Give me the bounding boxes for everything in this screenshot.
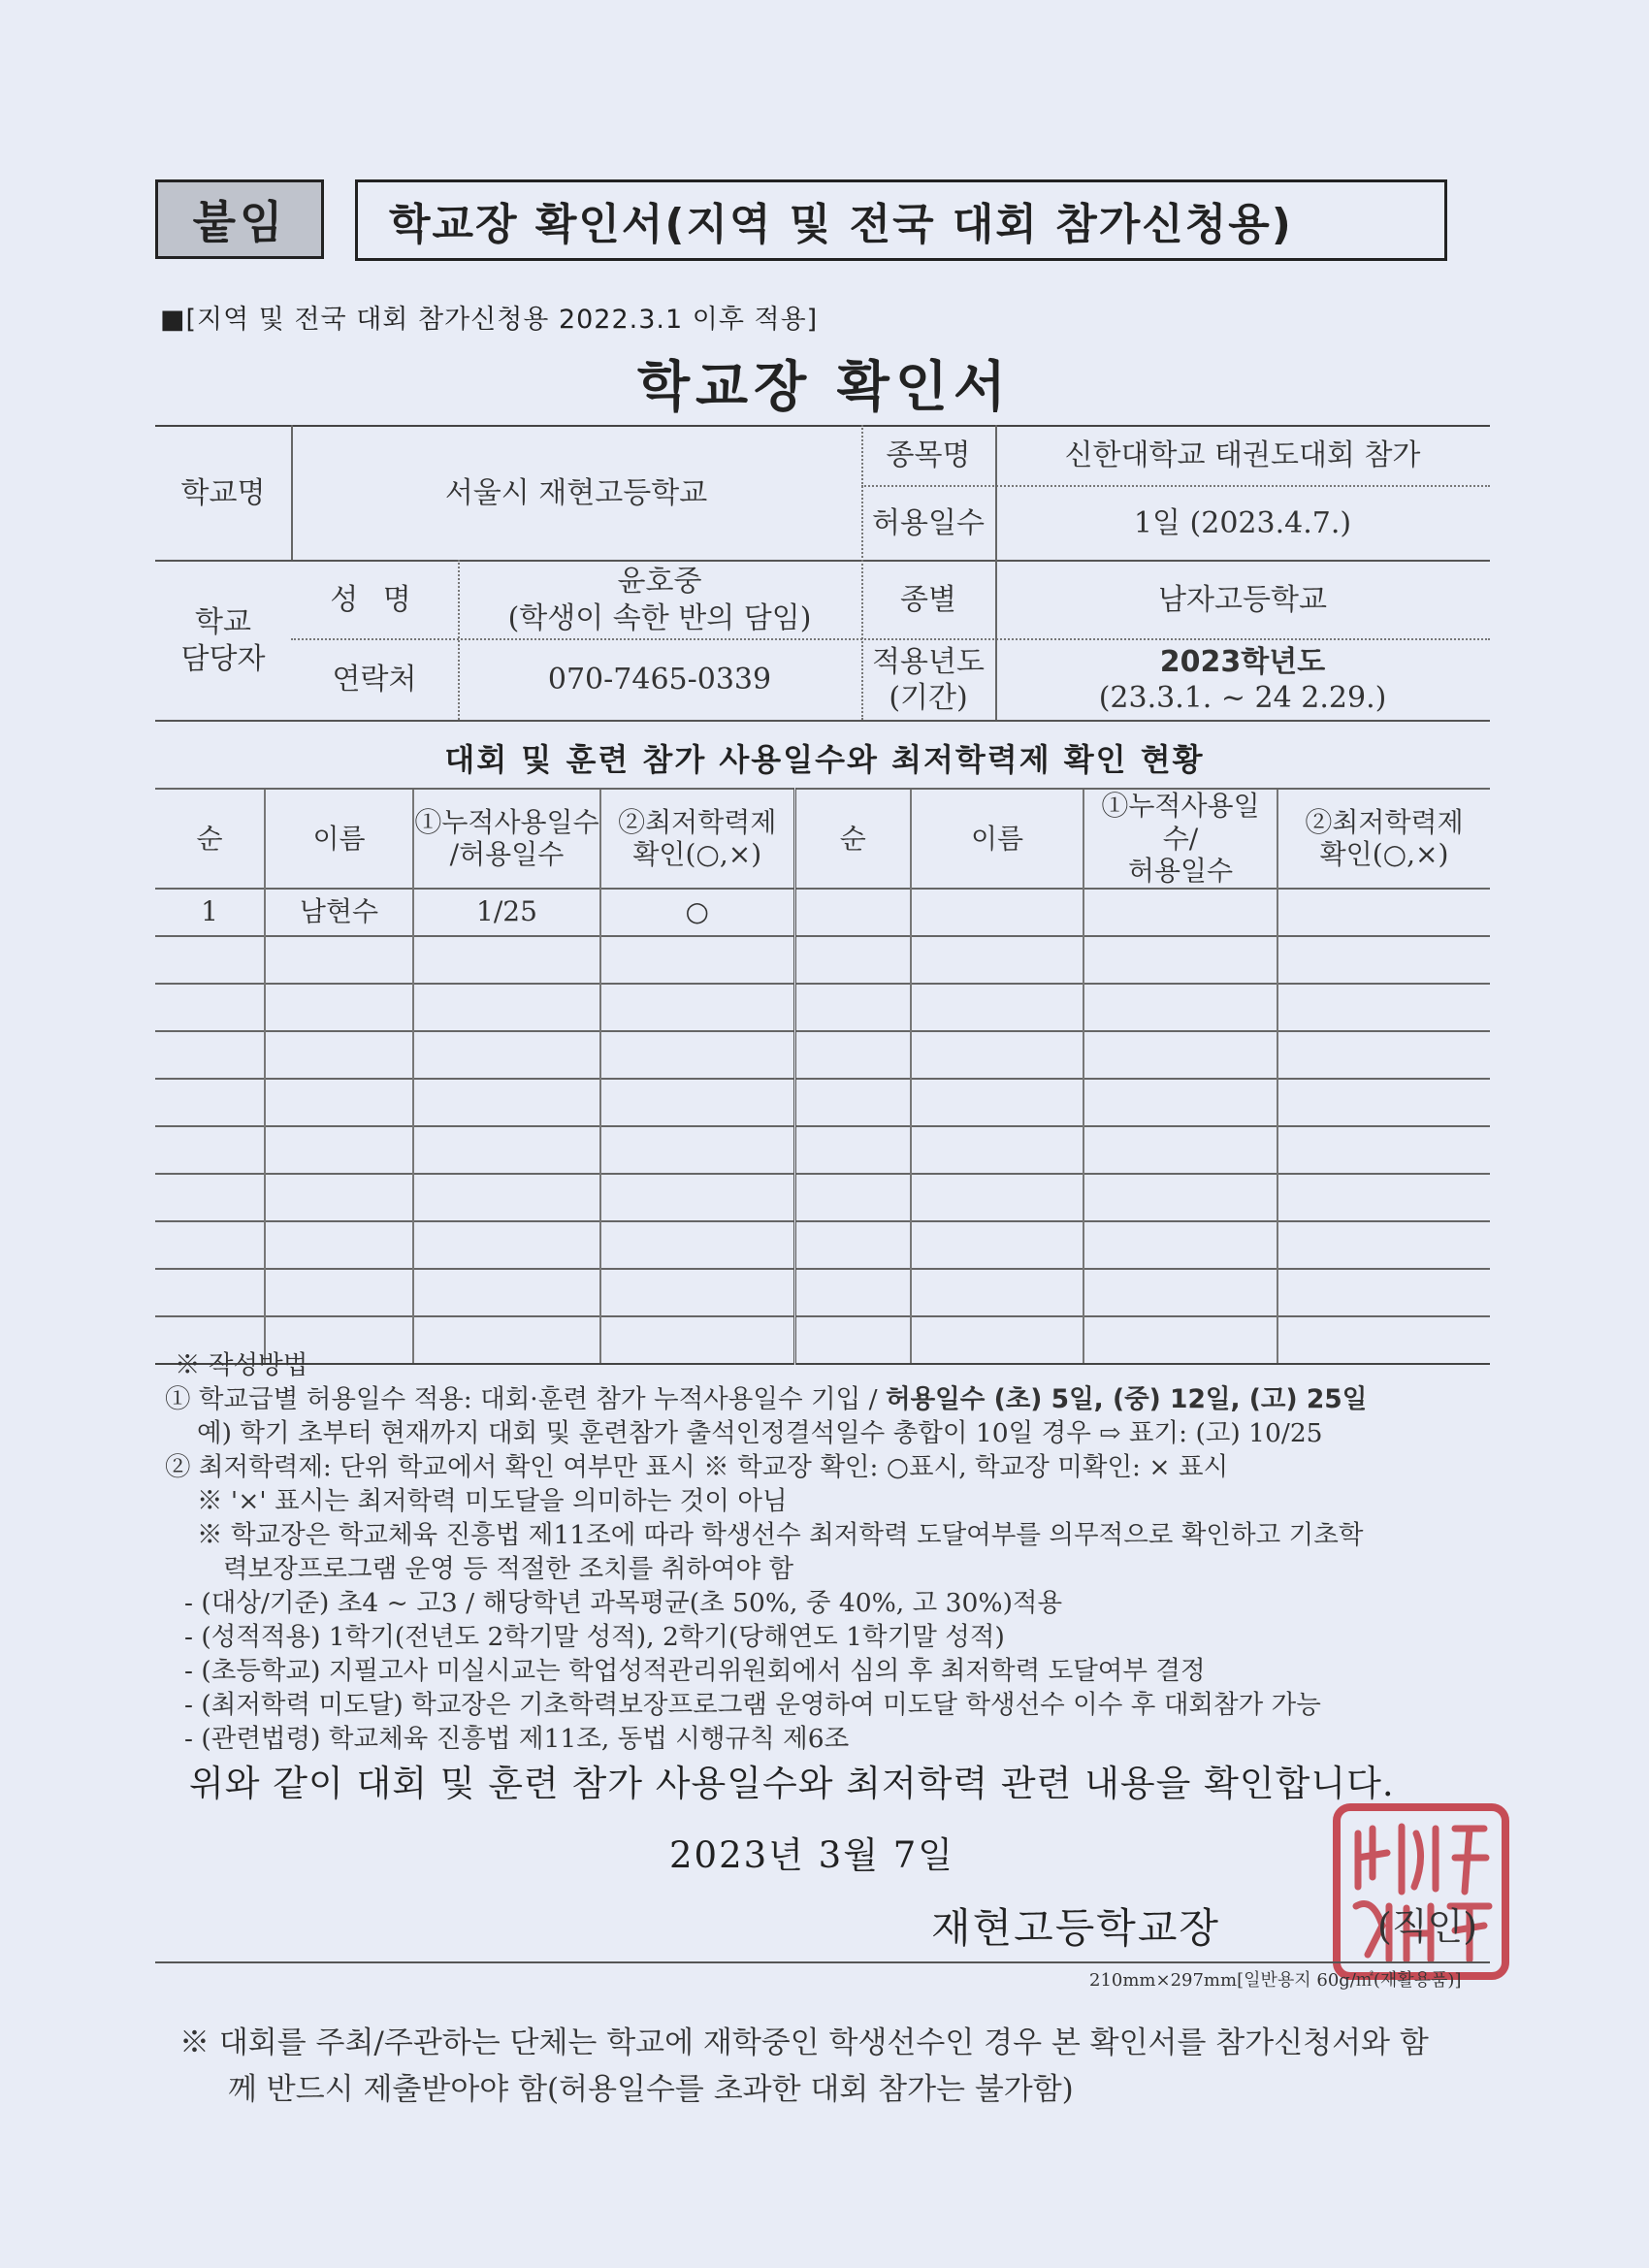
applies-note: ■[지역 및 전국 대회 참가신청용 2022.3.1 이후 적용] bbox=[160, 305, 819, 335]
grid-cell bbox=[600, 984, 794, 1031]
paper-spec: 210mm×297mm[일반용지 60g/㎡(재활용품)] bbox=[1089, 1970, 1462, 1991]
grid-cell bbox=[1083, 1174, 1277, 1221]
grid-cell bbox=[1083, 1221, 1277, 1269]
grid-cell bbox=[1083, 1079, 1277, 1126]
grid-header-cell: ①누적사용일수 /허용일수 bbox=[413, 789, 600, 889]
grid-header-cell: 순 bbox=[794, 789, 911, 889]
guide-line: ※ 학교장은 학교체육 진흥법 제11조에 따라 학생선수 최저학력 도달여부를 의무적으로 확인하고 기초학 bbox=[197, 1520, 1364, 1550]
grid-header-cell: ①누적사용일수/ 허용일수 bbox=[1083, 789, 1277, 889]
grid-cell bbox=[155, 1079, 265, 1126]
year-period: (23.3.1. ~ 24 2.29.) bbox=[1098, 681, 1387, 715]
grid-cell bbox=[600, 1174, 794, 1221]
grid-cell bbox=[1083, 984, 1277, 1031]
grid-cell: 1/25 bbox=[413, 889, 600, 936]
grid-cell bbox=[265, 984, 413, 1031]
grid-cell bbox=[1083, 1031, 1277, 1079]
event-value: 신한대학교 태권도대회 참가 bbox=[1064, 438, 1421, 473]
year-value: 2023학년도 bbox=[1159, 644, 1326, 679]
grid-cell: ○ bbox=[600, 889, 794, 936]
manager-label-line1: 학교 bbox=[195, 605, 251, 639]
principal-signature: 재현고등학교장 bbox=[931, 1904, 1221, 1952]
year-label-line1: 적용년도 bbox=[872, 644, 985, 679]
guide-line: - (대상/기준) 초4 ~ 고3 / 해당학년 과목평균(초 50%, 중 40%, 고 30%)적용 bbox=[184, 1588, 1063, 1618]
section-title: 대회 및 훈련 참가 사용일수와 최저학력제 확인 현황 bbox=[444, 741, 1205, 778]
grid-cell bbox=[1083, 936, 1277, 984]
grid-cell bbox=[1277, 1174, 1490, 1221]
table-row bbox=[155, 1031, 1490, 1079]
seal-label: (직인) bbox=[1377, 1905, 1478, 1948]
grid-cell bbox=[794, 1031, 911, 1079]
grid-cell bbox=[413, 1221, 600, 1269]
category-label: 종별 bbox=[900, 582, 956, 617]
manager-label bbox=[155, 562, 291, 720]
grid-cell bbox=[413, 1079, 600, 1126]
grid-cell bbox=[265, 1269, 413, 1316]
year-label bbox=[861, 640, 995, 720]
table-row bbox=[155, 889, 1490, 936]
allowed-days-value: 1일 (2023.4.7.) bbox=[1133, 505, 1352, 540]
table-row bbox=[155, 984, 1490, 1031]
grid-cell bbox=[155, 1174, 265, 1221]
submission-note bbox=[179, 2020, 1460, 2113]
grid-header-cell: ②최저학력제 확인(○,×) bbox=[600, 789, 794, 889]
grid-cell bbox=[413, 1126, 600, 1174]
school-name: 서울시 재현고등학교 bbox=[444, 475, 708, 510]
grid-header-row bbox=[155, 789, 1490, 889]
grid-cell bbox=[155, 1269, 265, 1316]
guide-line: - (관련법령) 학교체육 진흥법 제11조, 동법 시행규칙 제6조 bbox=[184, 1724, 850, 1754]
guide-line: - (초등학교) 지필고사 미실시교는 학업성적관리위원회에서 심의 후 최저학력 도달여부 결정 bbox=[184, 1656, 1206, 1686]
guide-line: - (최저학력 미도달) 학교장은 기초학력보장프로그램 운영하여 미도달 학생선수 이수 후 대회참가 가능 bbox=[184, 1690, 1321, 1720]
grid-cell bbox=[1277, 1126, 1490, 1174]
document-heading: 학교장 확인서(지역 및 전국 대회 참가신청용) bbox=[355, 179, 1447, 261]
manager-role: (학생이 속한 반의 담임) bbox=[507, 600, 812, 635]
contact-value: 070-7465-0339 bbox=[547, 663, 772, 697]
manager-name: 윤호중 bbox=[617, 565, 702, 599]
table-row bbox=[155, 1269, 1490, 1316]
grid-cell bbox=[600, 936, 794, 984]
manager-name-cell bbox=[458, 562, 861, 638]
grid-cell bbox=[265, 1126, 413, 1174]
grid-cell bbox=[1277, 984, 1490, 1031]
grid-cell bbox=[794, 889, 911, 936]
submission-note-line2: 께 반드시 제출받아야 함(허용일수를 초과한 대회 참가는 불가함) bbox=[228, 2072, 1074, 2107]
year-label-line2: (기간) bbox=[889, 681, 968, 715]
grid-cell bbox=[155, 1126, 265, 1174]
grid-cell bbox=[600, 1269, 794, 1316]
grid-cell bbox=[911, 984, 1083, 1031]
grid-cell bbox=[600, 1221, 794, 1269]
footer-divider bbox=[155, 1961, 1490, 1963]
table-row bbox=[155, 1221, 1490, 1269]
grid-cell bbox=[265, 1031, 413, 1079]
grid-header-cell: 순 bbox=[155, 789, 265, 889]
confirmation-statement: 위와 같이 대회 및 훈련 참가 사용일수와 최저학력 관련 내용을 확인합니다. bbox=[189, 1763, 1395, 1804]
grid-cell bbox=[1083, 1126, 1277, 1174]
grid-cell bbox=[1083, 1269, 1277, 1316]
grid-cell bbox=[265, 1174, 413, 1221]
grid-cell bbox=[794, 1174, 911, 1221]
grid-cell: 1 bbox=[155, 889, 265, 936]
grid-cell bbox=[1277, 1269, 1490, 1316]
grid-cell bbox=[794, 936, 911, 984]
guide-line: 력보장프로그램 운영 등 적절한 조치를 취하여야 함 bbox=[223, 1554, 794, 1584]
submission-note-line1: ※ 대회를 주최/주관하는 단체는 학교에 재학중인 학생선수인 경우 본 확인서를 참가신청서와 함 bbox=[179, 2025, 1429, 2060]
table-row bbox=[155, 1126, 1490, 1174]
grid-cell bbox=[911, 1126, 1083, 1174]
grid-cell bbox=[413, 984, 600, 1031]
grid-cell bbox=[155, 1221, 265, 1269]
grid-cell bbox=[413, 1031, 600, 1079]
grid-cell bbox=[600, 1079, 794, 1126]
allowed-days-label: 허용일수 bbox=[872, 505, 985, 540]
school-label: 학교명 bbox=[180, 475, 266, 510]
grid-cell bbox=[155, 936, 265, 984]
guide-line: 예) 학기 초부터 현재까지 대회 및 훈련참가 출석인정결석일수 총합이 10일 경우 ⇨ 표기: (고) 10/25 bbox=[197, 1418, 1323, 1448]
grid-header-cell: 이름 bbox=[911, 789, 1083, 889]
guide-line: ※ '×' 표시는 최저학력 미도달을 의미하는 것이 아님 bbox=[197, 1486, 788, 1516]
guide-line: ① 학교급별 허용일수 적용: 대회·훈련 참가 누적사용일수 기입 / 허용일수 (초) 5일, (중) 12일, (고) 25일 bbox=[165, 1384, 1368, 1414]
grid-cell bbox=[911, 889, 1083, 936]
grid-cell bbox=[413, 1174, 600, 1221]
grid-cell bbox=[794, 1126, 911, 1174]
guide-line: - (성적적용) 1학기(전년도 2학기말 성적), 2학기(당해연도 1학기말 성적) bbox=[184, 1622, 1005, 1652]
grid-cell bbox=[265, 936, 413, 984]
grid-header-cell: 이름 bbox=[265, 789, 413, 889]
grid-cell bbox=[1277, 1221, 1490, 1269]
category-value: 남자고등학교 bbox=[1158, 582, 1327, 617]
grid-cell bbox=[911, 1031, 1083, 1079]
grid-cell: 남현수 bbox=[265, 889, 413, 936]
attachment-tag: 붙임 bbox=[155, 179, 324, 259]
name-label: 성 명 bbox=[330, 582, 419, 617]
grid-cell bbox=[413, 1269, 600, 1316]
writing-guide bbox=[165, 1348, 1504, 1756]
grid-cell bbox=[1277, 1031, 1490, 1079]
table-row bbox=[155, 1079, 1490, 1126]
grid-cell bbox=[911, 1174, 1083, 1221]
grid-header-cell: ②최저학력제 확인(○,×) bbox=[1277, 789, 1490, 889]
grid-cell bbox=[794, 1221, 911, 1269]
grid-cell bbox=[600, 1031, 794, 1079]
grid-cell bbox=[1277, 889, 1490, 936]
grid-cell bbox=[1083, 889, 1277, 936]
grid-cell bbox=[265, 1079, 413, 1126]
official-seal-icon bbox=[1329, 1799, 1513, 1984]
grid-cell bbox=[911, 936, 1083, 984]
year-value-cell bbox=[995, 640, 1490, 720]
grid-cell bbox=[265, 1221, 413, 1269]
grid-cell bbox=[1277, 1079, 1490, 1126]
grid-cell bbox=[911, 1269, 1083, 1316]
grid-cell bbox=[600, 1126, 794, 1174]
table-row bbox=[155, 1174, 1490, 1221]
grid-cell bbox=[794, 1079, 911, 1126]
grid-cell bbox=[1277, 936, 1490, 984]
guide-line: ② 최저학력제: 단위 학교에서 확인 여부만 표시 ※ 학교장 확인: ○표시, 학교장 미확인: × 표시 bbox=[165, 1452, 1229, 1482]
grid-cell bbox=[794, 984, 911, 1031]
grid-cell bbox=[911, 1079, 1083, 1126]
grid-cell bbox=[155, 984, 265, 1031]
contact-label: 연락처 bbox=[332, 663, 417, 697]
issue-date: 2023년 3월 7일 bbox=[669, 1834, 954, 1876]
participation-grid bbox=[155, 788, 1490, 1365]
guide-heading: ※ 작성방법 bbox=[175, 1350, 308, 1380]
grid-cell bbox=[911, 1221, 1083, 1269]
grid-cell bbox=[794, 1269, 911, 1316]
grid-cell bbox=[155, 1031, 265, 1079]
page-title: 학교장 확인서 bbox=[636, 356, 1013, 419]
event-label: 종목명 bbox=[886, 438, 971, 473]
manager-label-line2: 담당자 bbox=[180, 641, 266, 676]
grid-cell bbox=[413, 936, 600, 984]
table-row bbox=[155, 936, 1490, 984]
